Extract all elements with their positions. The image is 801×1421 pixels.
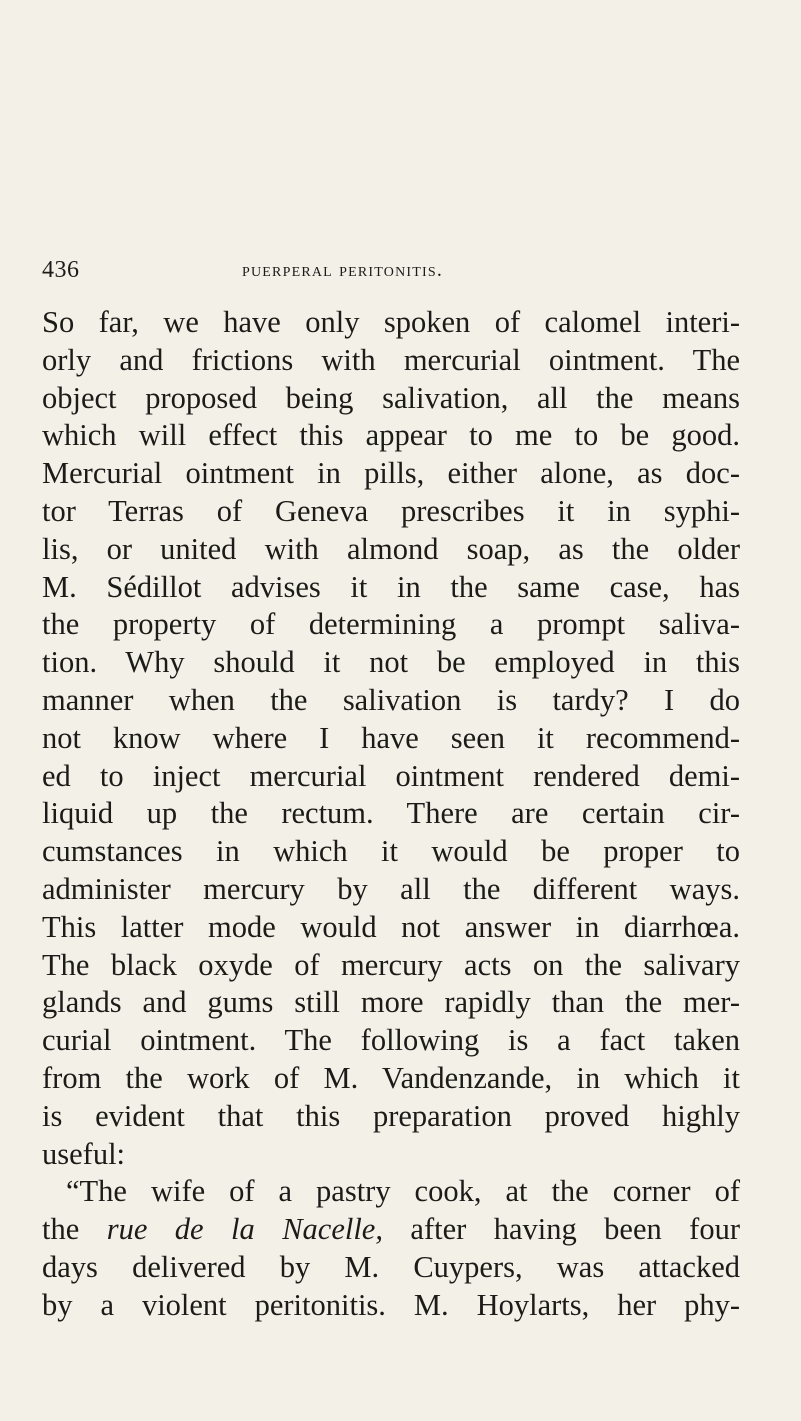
text-line: This latter mode would not answer in diarrhœa. (42, 909, 740, 944)
text-line: not know where I have seen it recommend- (42, 720, 740, 755)
running-head: puerperal peritonitis. (242, 259, 444, 281)
text-line: the property of determining a prompt saliva- (42, 607, 740, 642)
quote-line: days delivered by M. Cuypers, was attacked (42, 1249, 740, 1284)
text-line: from the work of M. Vandenzande, in which it (42, 1060, 740, 1095)
text-line: manner when the salivation is tardy? I do (42, 682, 740, 717)
text-line: is evident that this preparation proved highly (42, 1098, 740, 1133)
text-line: cumstances in which it would be proper to (42, 834, 740, 869)
text-line: So far, we have only spoken of calomel interi- (42, 305, 740, 339)
quote-line (42, 1211, 740, 1249)
page-number: 436 (42, 257, 80, 283)
text-line: orly and frictions with mercurial ointment. The (42, 342, 740, 377)
quote-line: “The wife of a pastry cook, at the corner of (66, 1174, 740, 1209)
text-line: curial ointment. The following is a fact taken (42, 1023, 740, 1058)
text-line: object proposed being salivation, all the means (42, 380, 740, 415)
text-line: useful: (42, 1136, 126, 1171)
quote-text: the (42, 1212, 107, 1247)
text-line: liquid up the rectum. There are certain cir- (42, 796, 740, 831)
street-name: rue de la Nacelle, (106, 1212, 383, 1247)
text-line: ed to inject mercurial ointment rendered demi- (42, 758, 740, 793)
page-header (42, 257, 758, 287)
text-line: The black oxyde of mercury acts on the salivary (42, 947, 740, 982)
text-line: M. Sédillot advises it in the same case, has (42, 569, 740, 604)
text-line: tor Terras of Geneva prescribes it in syphi- (42, 493, 740, 528)
quote-line: by a violent peritonitis. M. Hoylarts, her phy- (42, 1287, 740, 1322)
text-line: lis, or united with almond soap, as the older (42, 531, 740, 566)
text-line: glands and gums still more rapidly than the mer- (42, 985, 740, 1020)
quote-text: after having been four (382, 1212, 740, 1247)
text-line: administer mercury by all the different ways. (42, 871, 740, 906)
body-text (42, 304, 740, 1325)
text-line: which will effect this appear to me to be good. (42, 418, 740, 453)
text-line: Mercurial ointment in pills, either alone, as doc- (42, 456, 740, 491)
text-line: tion. Why should it not be employed in this (42, 645, 740, 680)
